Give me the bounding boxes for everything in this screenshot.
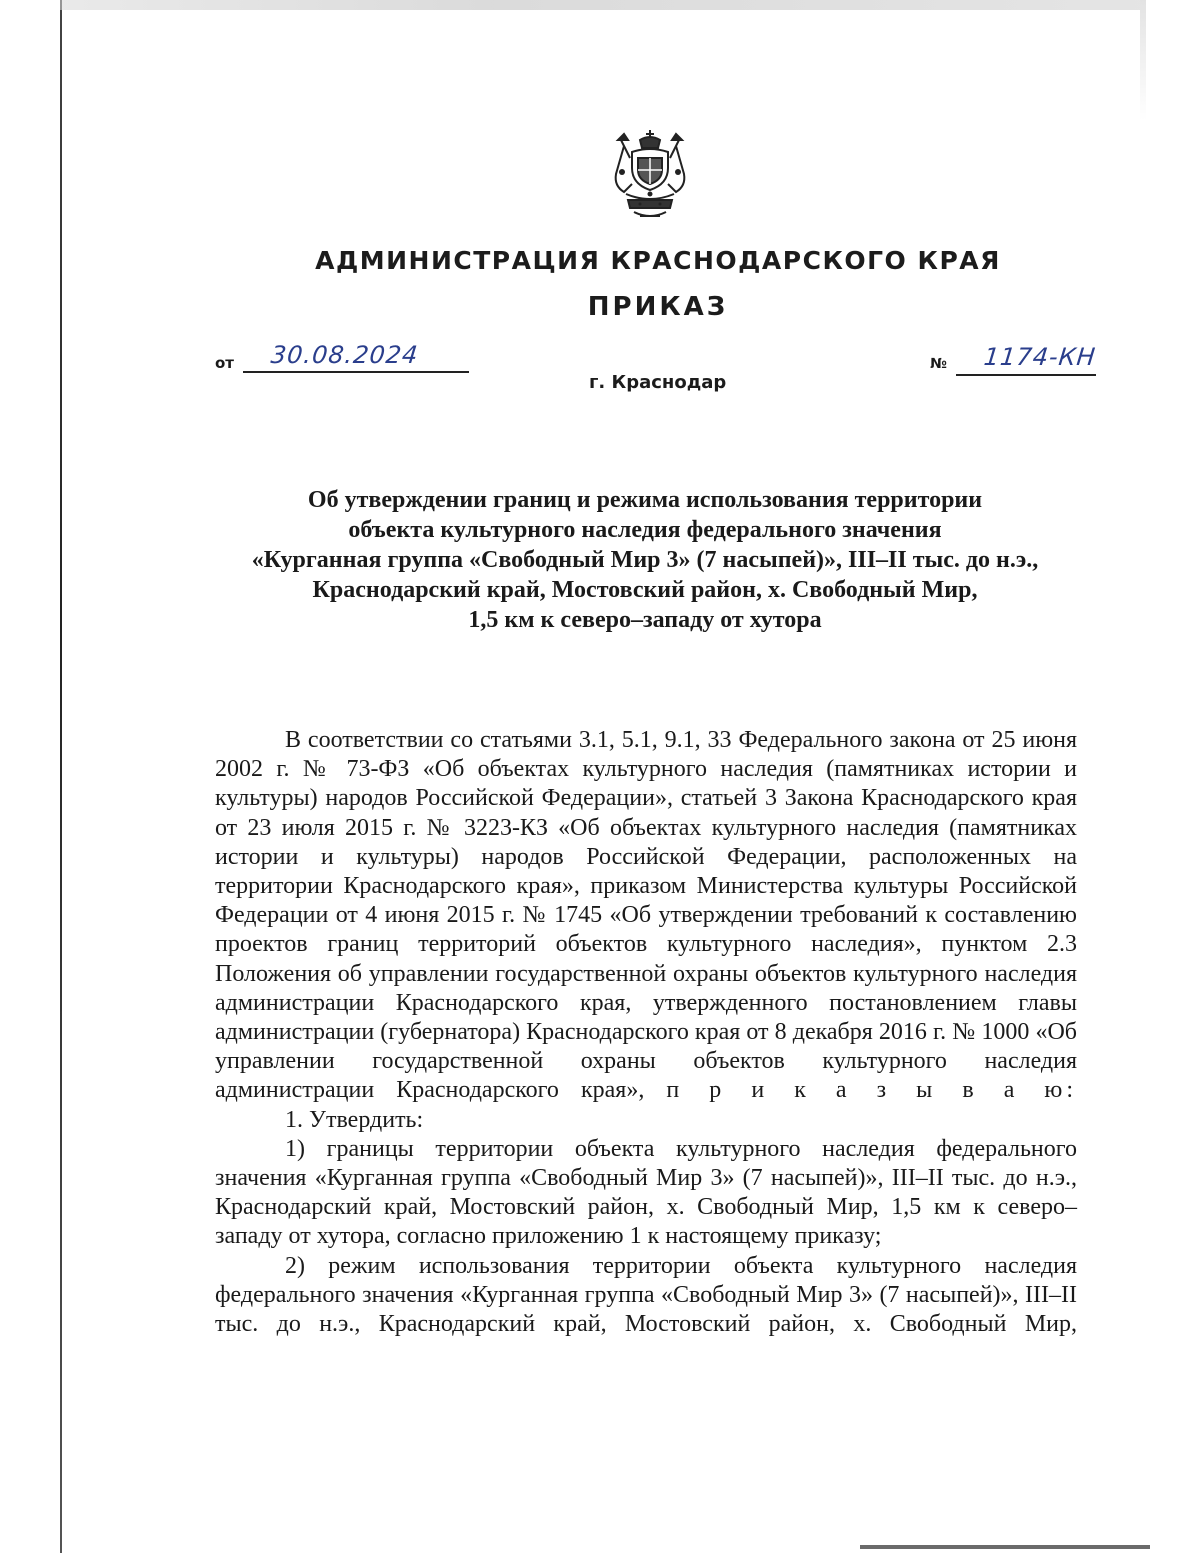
title-line: Об утверждении границ и режима использования территории <box>307 487 983 513</box>
item-1: 1. Утвердить: <box>285 1106 424 1133</box>
scan-edge-left <box>60 0 62 1553</box>
number-prefix: № <box>930 356 947 372</box>
document-type: ПРИКАЗ <box>587 292 729 322</box>
date-field <box>215 341 475 375</box>
preamble-paragraph <box>215 726 1077 1106</box>
date-underline <box>243 371 469 373</box>
coat-of-arms-emblem <box>610 128 690 224</box>
date-prefix: от <box>215 354 234 372</box>
city: г. Краснодар <box>589 372 727 393</box>
title-line: Краснодарский край, Мостовский район, х. Свободный Мир, <box>312 577 978 603</box>
item-1-2: 2) режим использования территории объекта культурного наследия федерального значения «Курганная группа «Свободный Мир 3» (7 насыпей)», III–II тыс. до н.э., Краснодарский край, Мостовский район, х. Свободный Мир, <box>215 1252 1077 1338</box>
item-1-1: 1) границы территории объекта культурного наследия федерального значения «Курганная группа «Свободный Мир 3» (7 насыпей)», III–II тыс. до н.э., Краснодарский край, Мостовский район, х. Свободный Мир, 1,5 км к северо–западу от хутора, согласно приложению 1 к настоящему приказу; <box>215 1135 1077 1250</box>
preamble-text: В соответствии со статьями 3.1, 5.1, 9.1, 33 Федерального закона от 25 июня 2002 г. № 73-ФЗ «Об объектах культурного наследия (памятниках истории и культуры) народов Российской Федерации», статьей 3 Закона Краснодарского края от 23 июля 2015 г. № 3223-КЗ «Об объектах культурного наследия (памятниках истории и культуры) народов Российской Федерации, расположенных на территории Краснодарского края», приказом Министерства культуры Российской Федерации от 4 июня 2015 г. № 1745 «Об утверждении требований к составлению проектов границ территорий объектов культурного наследия», пунктом 2.3 Положения об управлении государственной охраны объектов культурного наследия администрации Краснодарского края, утвержденного постановлением главы администрации (губернатора) Краснодарского края от 8 декабря 2016 г. № 1000 «Об управлении государственной охраны объектов культурного наследия администрации Краснодарского края», <box>215 727 1077 1104</box>
date-handwritten: 30.08.2024 <box>269 341 420 369</box>
number-underline <box>956 374 1096 376</box>
title-line: 1,5 км к северо–западу от хутора <box>468 607 822 633</box>
organization-name: АДМИНИСТРАЦИЯ КРАСНОДАРСКОГО КРАЯ <box>315 246 1001 275</box>
order-word: п р и к а з ы в а ю: <box>666 1077 1078 1104</box>
document-title <box>200 485 1090 635</box>
scan-edge-bottom <box>860 1545 1150 1549</box>
document-body <box>215 726 1077 1339</box>
scan-edge-right <box>1140 0 1146 120</box>
title-line: объекта культурного наследия федерального значения <box>348 517 942 543</box>
number-handwritten: 1174-КН <box>982 343 1098 371</box>
title-line: «Курганная группа «Свободный Мир 3» (7 насыпей)», III–II тыс. до н.э., <box>251 547 1039 573</box>
scan-edge-top <box>60 0 1140 10</box>
number-field <box>930 342 1100 376</box>
